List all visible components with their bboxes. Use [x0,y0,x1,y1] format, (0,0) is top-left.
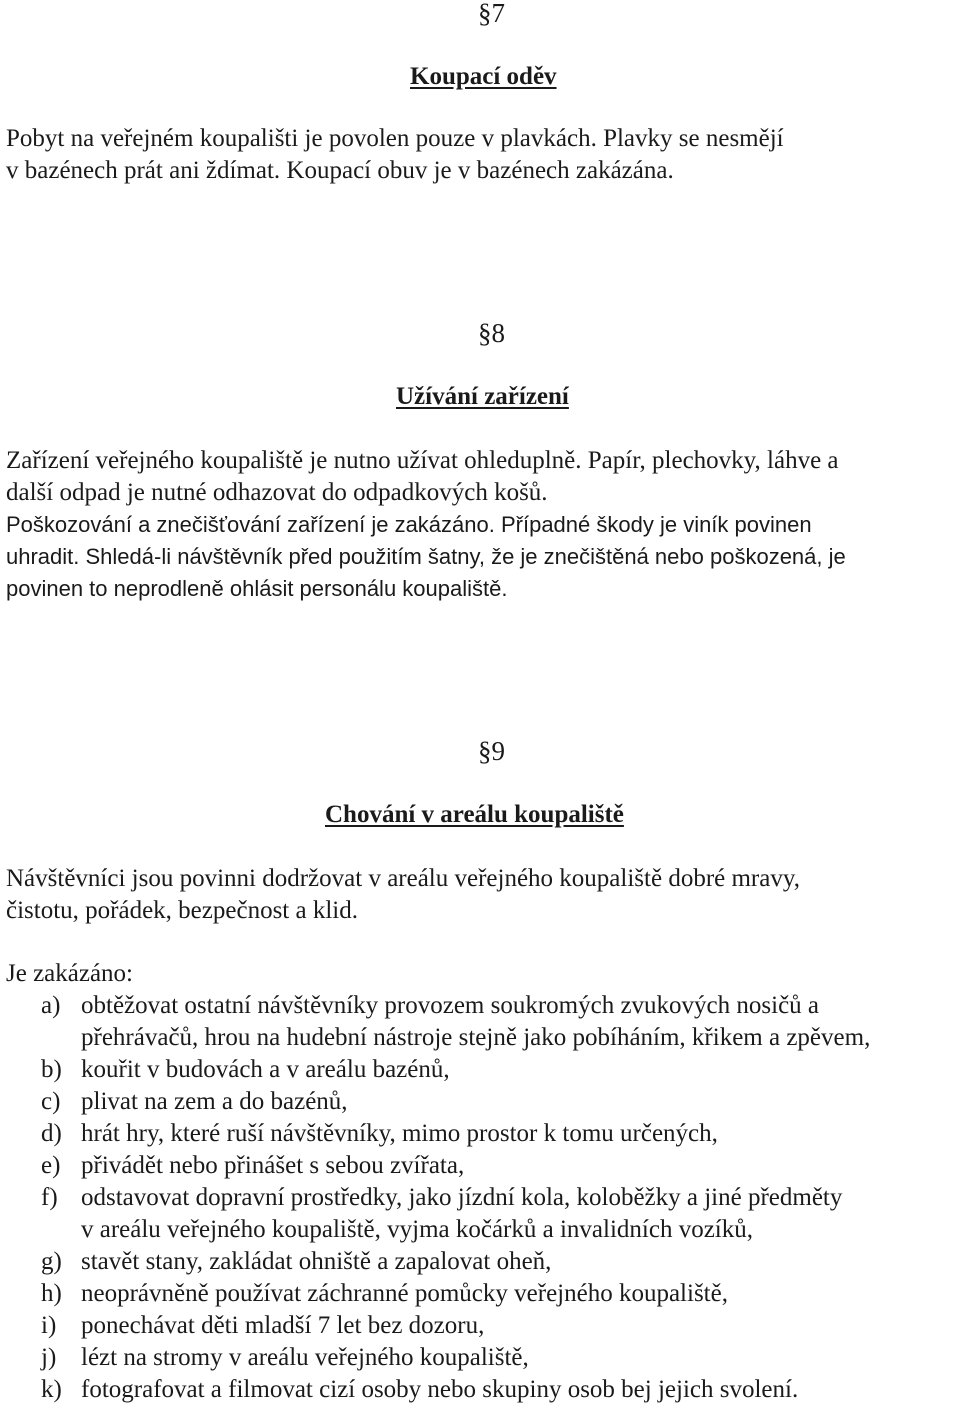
list-item-text: fotografovat a filmovat cizí osoby nebo skupiny osob bej jejich svolení. [81,1376,799,1403]
list-item [41,1374,941,1406]
section-8-title: Užívání zařízení [396,383,569,410]
list-item-text: ponechávat děti mladší 7 let bez dozoru, [81,1312,485,1339]
section-8-number: §8 [478,318,505,348]
section-7-line-1: Pobyt na veřejném koupališti je povolen pouze v plavkách. Plavky se nesmějí [6,125,784,152]
list-item [41,1182,941,1246]
list-marker: f) [41,1184,58,1211]
list-item [41,1086,941,1118]
list-item [41,1246,941,1278]
section-7-title: Koupací oděv [410,63,557,90]
list-item-text: plivat na zem a do bazénů, [81,1088,348,1115]
list-marker: h) [41,1280,62,1307]
section-8-line-2: další odpad je nutné odhazovat do odpadkových košů. [6,479,548,506]
list-item-text: obtěžovat ostatní návštěvníky provozem soukromých zvukových nosičů a [81,992,820,1019]
section-8-line-4: uhradit. Shledá-li návštěvník před použitím šatny, že je znečištěná nebo poškozená, je [6,544,846,569]
list-item [41,990,956,1054]
list-item-text: odstavovat dopravní prostředky, jako jízdní kola, koloběžky a jiné předměty [81,1184,843,1211]
list-marker: c) [41,1088,61,1115]
section-8-line-3: Poškozování a znečišťování zařízení je zakázáno. Případné škody je viník povinen [6,512,812,537]
list-item-text: přehrávačů, hrou na hudební nástroje stejně jako pobíháním, křikem a zpěvem, [81,1024,871,1051]
section-7-line-2: v bazénech prát ani ždímat. Koupací obuv je v bazénech zakázána. [6,157,674,184]
list-item-text: neoprávněně používat záchranné pomůcky veřejného koupaliště, [81,1280,728,1307]
section-9-line-2: čistotu, pořádek, bezpečnost a klid. [6,897,358,924]
list-item [41,1054,941,1086]
list-item-text: stavět stany, zakládat ohniště a zapalovat oheň, [81,1248,552,1275]
list-marker: g) [41,1248,62,1275]
section-9-number: §9 [478,736,505,766]
list-item-text: v areálu veřejného koupaliště, vyjma kočárků a invalidních vozíků, [81,1216,753,1243]
section-9-line-1: Návštěvníci jsou povinni dodržovat v areálu veřejného koupaliště dobré mravy, [6,865,800,892]
list-item-text: přivádět nebo přinášet s sebou zvířata, [81,1152,465,1179]
list-marker: j) [41,1344,57,1371]
list-marker: b) [41,1056,62,1083]
list-item-text: hrát hry, které ruší návštěvníky, mimo prostor k tomu určených, [81,1120,718,1147]
list-item [41,1118,941,1150]
list-item-text: lézt na stromy v areálu veřejného koupaliště, [81,1344,529,1371]
section-8-line-1: Zařízení veřejného koupaliště je nutno užívat ohleduplně. Papír, plechovky, láhve a [6,447,839,474]
list-marker: i) [41,1312,57,1339]
section-9-title: Chování v areálu koupaliště [325,801,624,828]
list-item-text: kouřit v budovách a v areálu bazénů, [81,1056,450,1083]
list-marker: a) [41,992,61,1019]
list-marker: e) [41,1152,61,1179]
section-7-number: §7 [478,0,505,28]
list-item [41,1150,941,1182]
prohibited-list-intro: Je zakázáno: [6,960,134,987]
list-item [41,1310,941,1342]
list-marker: k) [41,1376,62,1403]
section-8-line-5: povinen to neprodleně ohlásit personálu koupaliště. [6,576,508,601]
list-item [41,1278,941,1310]
list-marker: d) [41,1120,62,1147]
list-item [41,1342,941,1374]
